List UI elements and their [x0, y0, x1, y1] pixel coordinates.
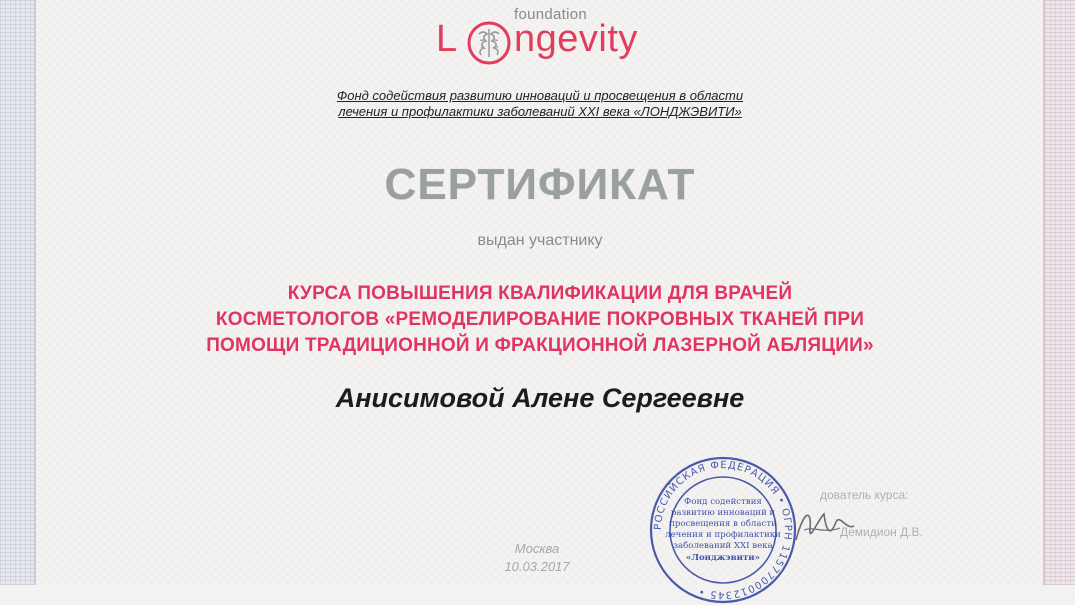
signature-label: дователь курса:: [820, 488, 909, 502]
stamp-ring-text: РОССИЙСКАЯ ФЕДЕРАЦИЯ • ОГРН 1157700012345 •: [652, 459, 794, 601]
left-ornament-border: [0, 0, 36, 585]
city: Москва: [514, 541, 560, 556]
logo-letter-l: L: [436, 18, 458, 60]
signature-name: Демидион Д.В.: [840, 525, 923, 539]
issue-date: 10.03.2017: [504, 559, 570, 574]
foundation-subtitle: [260, 88, 820, 120]
brain-icon: [466, 20, 512, 66]
stamp-line-6: «Лонджэвити»: [685, 553, 761, 563]
course-line-2: КОСМЕТОЛОГОВ «РЕМОДЕЛИРОВАНИЕ ПОКРОВНЫХ ТКАНЕЙ ПРИ: [215, 309, 865, 330]
recipient-name: Анисимовой Алене Сергеевне: [335, 383, 745, 413]
course-name: [150, 281, 930, 359]
logo-foundation-text: foundation: [514, 6, 588, 23]
official-stamp-icon: [648, 455, 798, 605]
course-line-3: ПОМОЩИ ТРАДИЦИОННОЙ И ФРАКЦИОННОЙ ЛАЗЕРНОЙ АБЛЯЦИИ»: [206, 335, 874, 356]
logo-wordmark: [436, 18, 638, 61]
stamp-line-4: лечения и профилактики: [665, 530, 781, 540]
stamp-line-2: развитию инноваций и: [670, 508, 776, 518]
right-ornament-border: [1043, 0, 1075, 585]
stamp-line-3: просвещения в области: [669, 519, 777, 529]
course-line-1: КУРСА ПОВЫШЕНИЯ КВАЛИФИКАЦИИ ДЛЯ ВРАЧЕЙ: [287, 283, 793, 304]
place-and-date: [497, 540, 577, 576]
subtitle-line-1: Фонд содействия развитию инноваций и просвещения в области: [336, 88, 744, 103]
logo-letters-rest: ngevity: [514, 18, 638, 60]
longevity-logo: [430, 2, 670, 62]
subtitle-line-2: лечения и профилактики заболеваний XXI века «ЛОНДЖЭВИТИ»: [338, 104, 742, 119]
issued-to-label: выдан участнику: [477, 232, 603, 249]
stamp-line-5: заболеваний XXI века: [673, 541, 773, 551]
stamp-line-1: Фонд содействия: [684, 497, 762, 507]
certificate-title: СЕРТИФИКАТ: [384, 160, 696, 209]
